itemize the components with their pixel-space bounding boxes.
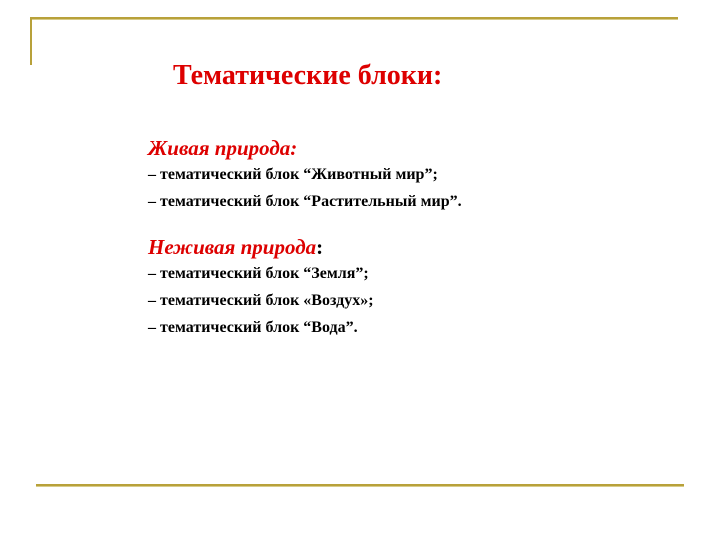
list-item: – тематический блок «Воздух»; xyxy=(148,292,374,309)
section-living-nature xyxy=(148,135,462,215)
section-heading-colon: : xyxy=(316,235,324,259)
section-heading-text: Живая природа: xyxy=(148,136,298,160)
section-heading xyxy=(148,234,374,260)
frame-bottom-line xyxy=(36,484,684,487)
slide-title: Тематические блоки: xyxy=(173,60,443,91)
section-heading xyxy=(148,135,462,161)
list-item: – тематический блок “Растительный мир”. xyxy=(148,193,462,210)
frame-left-line xyxy=(30,17,32,65)
section-nonliving-nature xyxy=(148,234,374,341)
frame-top-line xyxy=(30,17,678,20)
section-heading-text: Неживая природа xyxy=(148,235,317,259)
list-item: – тематический блок “Животный мир”; xyxy=(148,166,438,183)
list-item: – тематический блок “Земля”; xyxy=(148,265,369,282)
list-item: – тематический блок “Вода”. xyxy=(148,319,358,336)
